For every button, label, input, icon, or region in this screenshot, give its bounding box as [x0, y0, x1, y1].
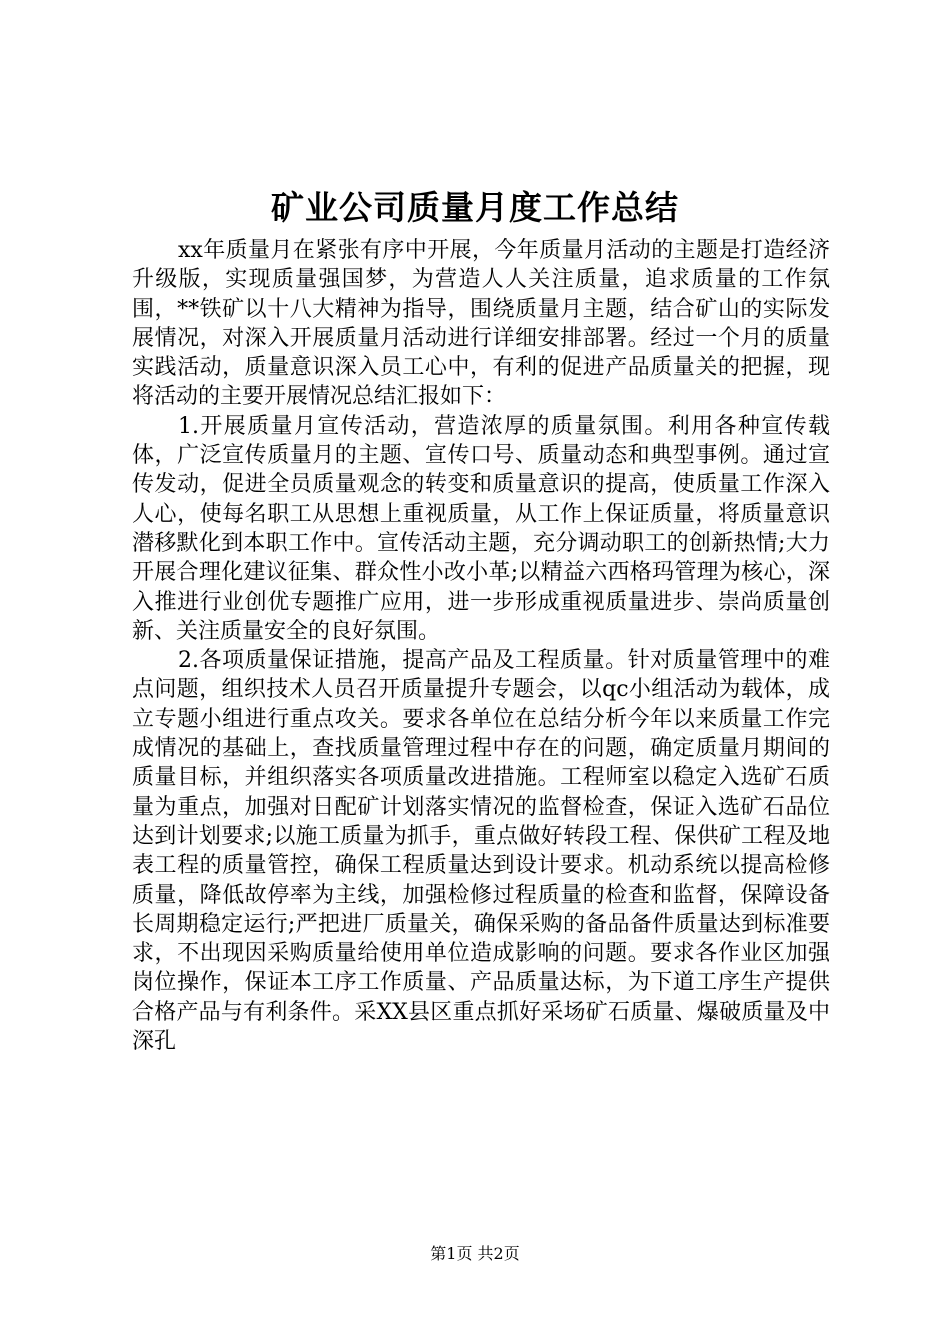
- document-title: 矿业公司质量月度工作总结: [271, 188, 679, 227]
- paragraph-section-1: 1.开展质量月宣传活动，营造浓厚的质量氛围。利用各种宣传载体，广泛宣传质量月的主题、宣传口号、质量动态和典型事例。通过宣传发动，促进全员质量观念的转变和质量意识的提高，使质量工作深入人心，使每名职工从思想上重视质量，从工作上保证质量，将质量意识潜移默化到本职工作中。宣传活动主题，充分调动职工的创新热情;大力开展合理化建议征集、群众性小改小革;以精益六西格玛管理为核心，深入推进行业创优专题推广应用，进一步形成重视质量进步、崇尚质量创新、关注质量安全的良好氛围。: [132, 413, 830, 644]
- paragraph-section-2: 2.各项质量保证措施，提高产品及工程质量。针对质量管理中的难点问题，组织技术人员召开质量提升专题会，以qc小组活动为载体，成立专题小组进行重点攻关。要求各单位在总结分析今年以来质量工作完成情况的基础上，查找质量管理过程中存在的问题，确定质量月期间的质量目标，并组织落实各项质量改进措施。工程师室以稳定入选矿石质量为重点，加强对日配矿计划落实情况的监督检查，保证入选矿石品位达到计划要求;以施工质量为抓手，重点做好转段工程、保供矿工程及地表工程的质量管控，确保工程质量达到设计要求。机动系统以提高检修质量，降低故停率为主线，加强检修过程质量的检查和监督，保障设备长周期稳定运行;严把进厂质量关，确保采购的备品备件质量达到标准要求，不出现因采购质量给使用单位造成影响的问题。要求各作业区加强岗位操作，保证本工序工作质量、产品质量达标，为下道工序生产提供合格产品与有利条件。采XX县区重点抓好采场矿石质量、爆破质量及中深孔: [132, 648, 830, 1055]
- page-number-footer: 第1页 共2页: [430, 1244, 520, 1263]
- document-body: [132, 236, 830, 1056]
- paragraph-intro: xx年质量月在紧张有序中开展，今年质量月活动的主题是打造经济升级版，实现质量强国梦，为营造人人关注质量，追求质量的工作氛围，**铁矿以十八大精神为指导，围绕质量月主题，结合矿山的实际发展情况，对深入开展质量月活动进行详细安排部署。经过一个月的质量实践活动，质量意识深入员工心中，有利的促进产品质量关的把握，现将活动的主要开展情况总结汇报如下：: [132, 238, 830, 410]
